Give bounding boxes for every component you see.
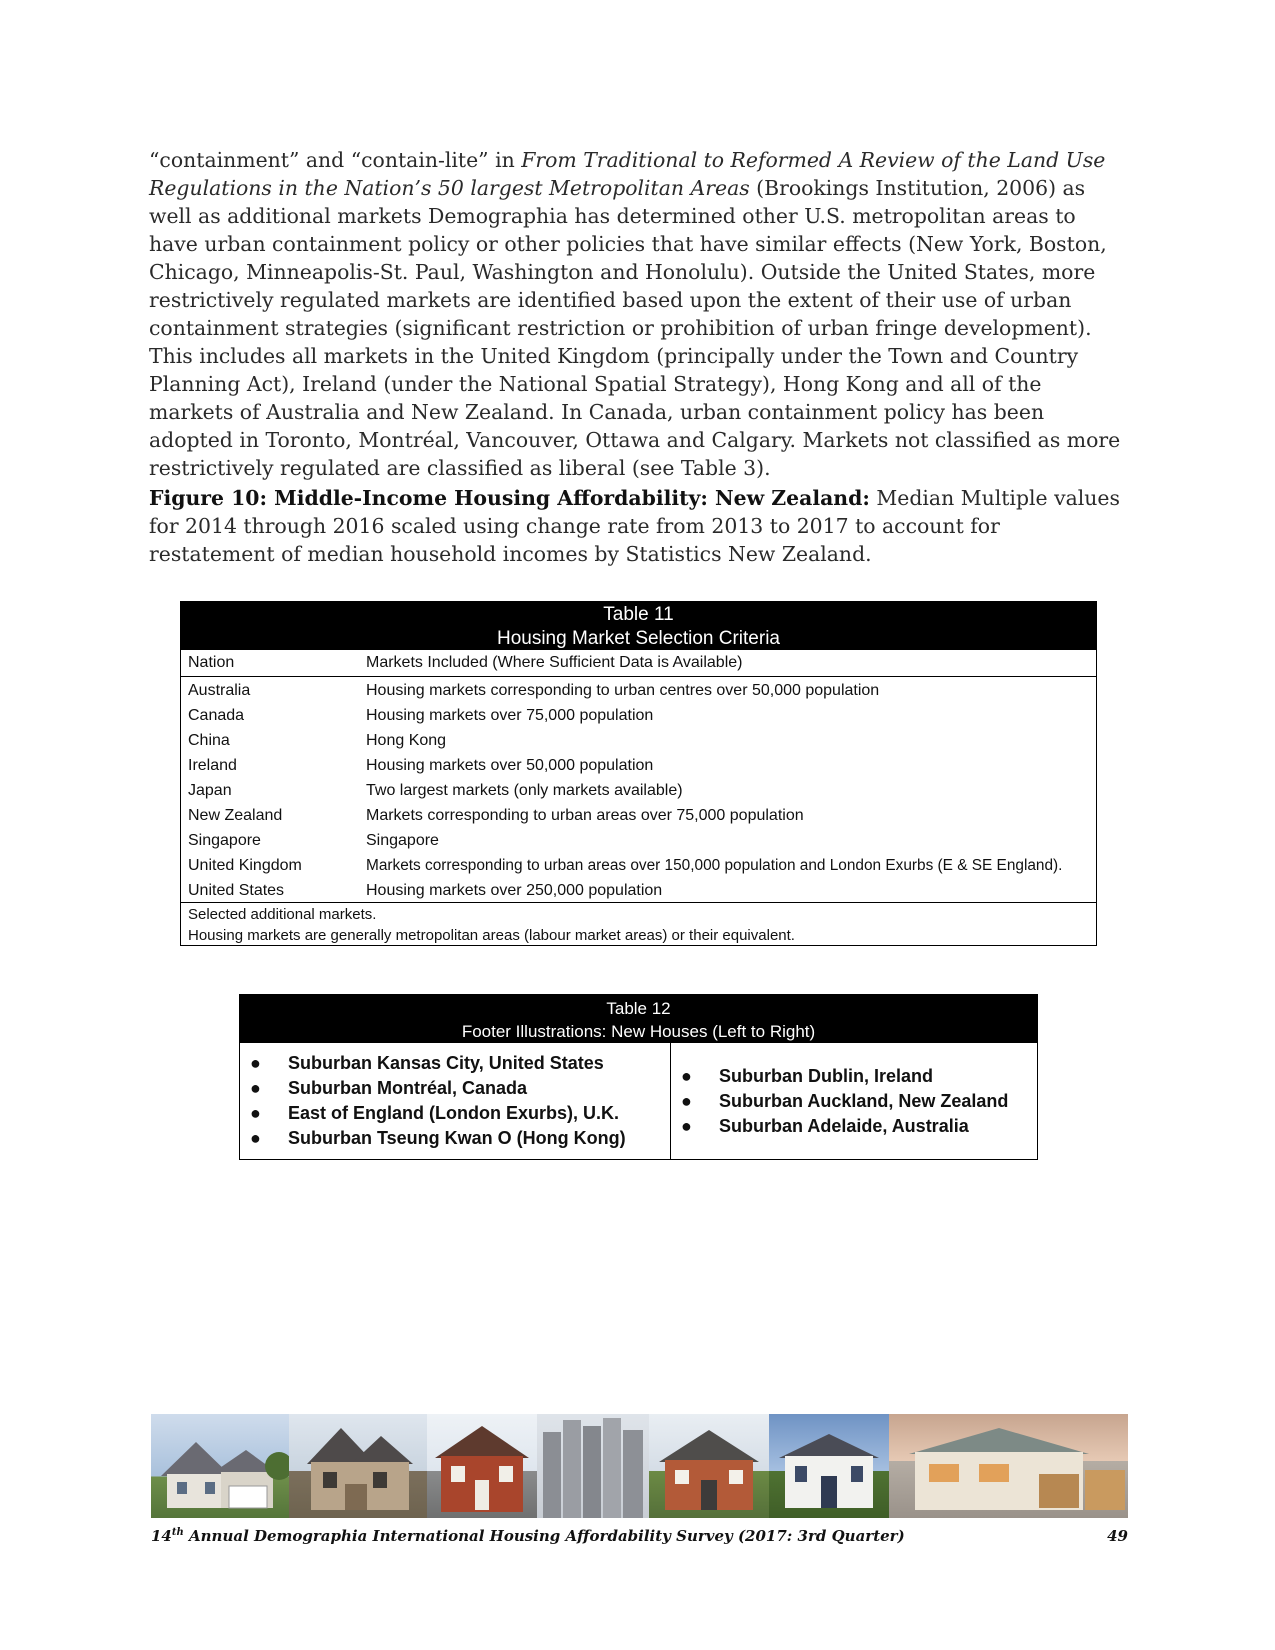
cell-markets: Hong Kong [366, 732, 447, 749]
table-12-right-column [671, 1043, 1037, 1159]
figure-caption [149, 484, 1124, 568]
house-photo-kansas-city [151, 1414, 289, 1518]
cell-nation: New Zealand [188, 807, 283, 824]
house-photo-dublin [649, 1414, 769, 1518]
paragraph-text-1: “containment” and “contain-lite” in [149, 148, 522, 172]
table-12-header [240, 995, 1037, 1043]
house-photo-adelaide [889, 1414, 1128, 1518]
table-row [181, 728, 1096, 753]
list-item-text: Suburban Tseung Kwan O (Hong Kong) [288, 1128, 626, 1148]
column-header-nation: Nation [188, 654, 235, 671]
bullet-icon: ● [681, 1065, 692, 1086]
footer-edition: 14 [151, 1527, 172, 1545]
column-header-markets: Markets Included (Where Sufficient Data is Available) [366, 654, 743, 671]
figure-label: Figure 10: Middle-Income Housing Affordability: New Zealand: [149, 486, 870, 510]
cell-markets: Singapore [366, 832, 439, 849]
table-11-number: Table 11 [603, 604, 674, 625]
table-row [181, 878, 1096, 903]
table-11-column-headers [181, 650, 1096, 677]
table-11 [180, 601, 1097, 946]
bullet-icon: ● [681, 1115, 692, 1136]
cell-markets: Two largest markets (only markets available) [366, 782, 683, 799]
page-number: 49 [1107, 1527, 1128, 1545]
footer-title-text: Annual Demographia International Housing Affordability Survey (2017: 3rd Quarter) [183, 1527, 905, 1545]
table-11-note: Housing markets are generally metropolitan areas (labour market areas) or their equivalent. [188, 927, 795, 944]
cell-nation: Australia [188, 682, 251, 699]
list-item [240, 1051, 670, 1076]
table-12-left-column [240, 1043, 671, 1159]
cell-nation: United Kingdom [188, 857, 302, 874]
page-footer [151, 1527, 1128, 1545]
cell-markets: Markets corresponding to urban areas over 75,000 population [366, 807, 804, 824]
house-photo-tseung-kwan-o [537, 1414, 649, 1518]
bullet-icon: ● [250, 1128, 261, 1148]
bullet-icon: ● [250, 1103, 261, 1123]
table-row [181, 703, 1096, 728]
table-11-note: Selected additional markets. [188, 906, 377, 923]
list-item-text: Suburban Kansas City, United States [288, 1053, 604, 1073]
table-row [181, 853, 1096, 878]
table-12-number: Table 12 [606, 999, 671, 1018]
footer-title [151, 1527, 905, 1545]
footer-house-photos [151, 1414, 1128, 1518]
list-item-text: Suburban Montréal, Canada [288, 1078, 528, 1098]
table-row [181, 778, 1096, 803]
cell-nation: United States [188, 882, 285, 899]
cell-markets: Housing markets over 50,000 population [366, 757, 654, 774]
list-item [671, 1114, 1037, 1139]
table-12-body [240, 1043, 1037, 1159]
body-paragraph [149, 146, 1124, 482]
cell-markets: Housing markets over 250,000 population [366, 882, 663, 899]
table-11-title: Housing Market Selection Criteria [496, 628, 780, 649]
cell-nation: Canada [188, 707, 245, 724]
list-item-text: Suburban Adelaide, Australia [719, 1115, 969, 1136]
list-item-text: East of England (London Exurbs), U.K. [288, 1103, 619, 1123]
house-photo-london-exurbs [427, 1414, 537, 1518]
bullet-icon: ● [681, 1090, 692, 1111]
cell-nation: Singapore [188, 832, 261, 849]
paragraph-text-2: (Brookings Institution, 2006) as well as additional markets Demographia has determined other U.S. metropolitan areas to have urban containment policy or other policies that have similar effects (New York, Boston, Chicago, Minneapolis-St. Paul, Washington and Honolulu). Outside the United States, more restrictively regulated markets are identified based upon the extent of their use of urban containment strategies (significant restriction or prohibition of urban fringe development). This includes all markets in the United Kingdom (principally under the Town and Country Planning Act), Ireland (under the National Spatial Strategy), Hong Kong and all of the markets of Australia and New Zealand. In Canada, urban containment policy has been adopted in Toronto, Montréal, Vancouver, Ottawa and Calgary. Markets not classified as more restrictively regulated are classified as liberal (see Table 3). [149, 176, 1121, 480]
footer-edition-suffix: th [171, 1527, 184, 1538]
list-item [240, 1126, 670, 1151]
list-item-text: Suburban Auckland, New Zealand [719, 1090, 1009, 1111]
house-photo-auckland [769, 1414, 889, 1518]
table-row [181, 803, 1096, 828]
list-item-text: Suburban Dublin, Ireland [719, 1065, 934, 1086]
list-item [671, 1089, 1037, 1114]
cell-nation: China [188, 732, 230, 749]
paragraph-italic-title: From Traditional to Reformed A Review of the Land Use Regulations in the Nation’s 50 largest Metropolitan Areas [149, 148, 1106, 200]
figure-text: Median Multiple values for 2014 through 2016 scaled using change rate from 2013 to 2017 to account for restatement of median household incomes by Statistics New Zealand. [149, 486, 1120, 566]
table-12 [239, 994, 1038, 1160]
cell-markets: Housing markets over 75,000 population [366, 707, 654, 724]
cell-markets: Markets corresponding to urban areas over 150,000 population and London Exurbs (E & SE England). [366, 857, 1063, 874]
house-photo-montreal [289, 1414, 427, 1518]
table-11-notes [181, 903, 1096, 946]
bullet-icon: ● [250, 1078, 261, 1098]
bullet-icon: ● [250, 1053, 261, 1073]
cell-nation: Japan [188, 782, 232, 799]
table-12-title: Footer Illustrations: New Houses (Left to Right) [461, 1022, 816, 1041]
table-11-header [181, 602, 1096, 650]
table-row [181, 753, 1096, 778]
list-item [240, 1076, 670, 1101]
list-item [671, 1064, 1037, 1089]
list-item [240, 1101, 670, 1126]
cell-nation: Ireland [188, 757, 237, 774]
table-row [181, 828, 1096, 853]
cell-markets: Housing markets corresponding to urban centres over 50,000 population [366, 682, 880, 699]
table-row [181, 678, 1096, 703]
table-11-rows [181, 677, 1096, 903]
